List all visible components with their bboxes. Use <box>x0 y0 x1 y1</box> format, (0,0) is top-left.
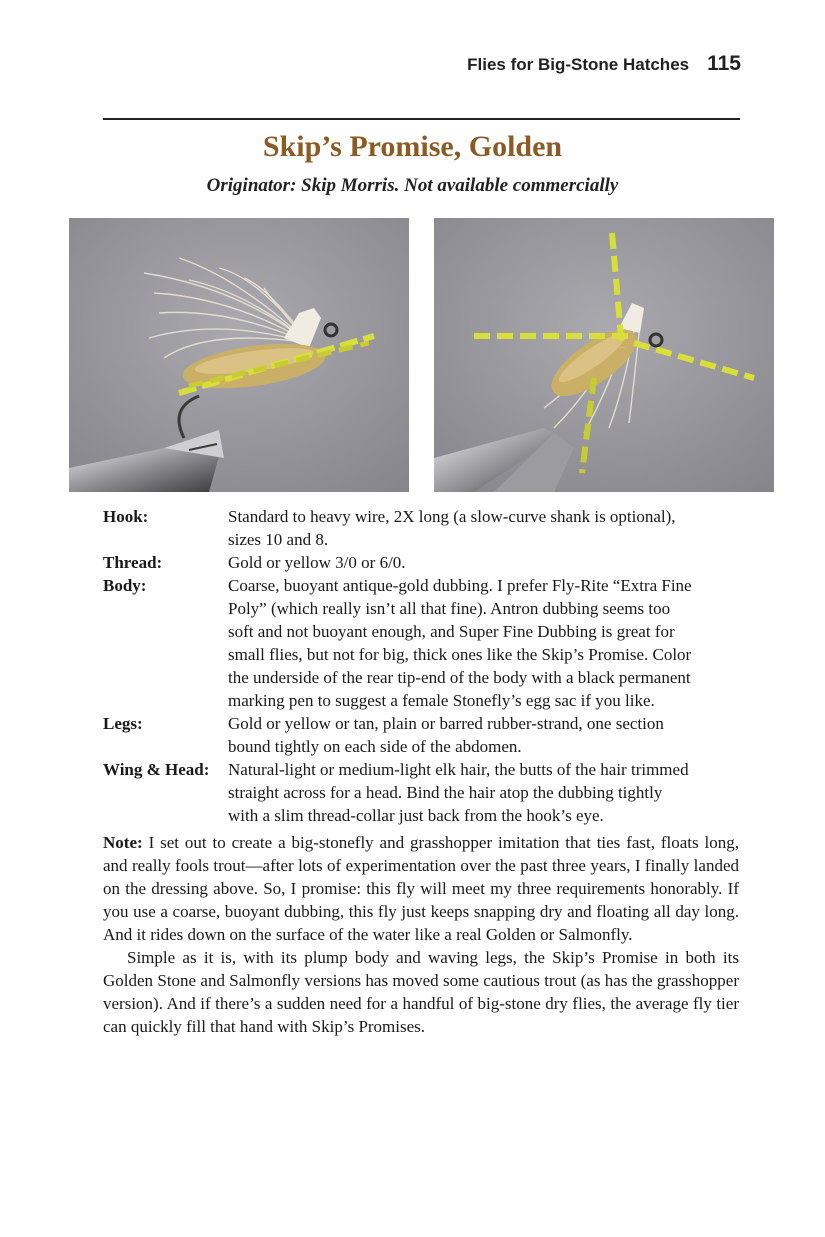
recipe-label: Body: <box>103 576 147 595</box>
running-title: Flies for Big-Stone Hatches <box>467 55 690 74</box>
recipe-label: Hook: <box>103 507 149 526</box>
recipe-line: Gold or yellow 3/0 or 6/0. <box>228 553 406 572</box>
recipe-line: Coarse, buoyant antique-gold dubbing. I prefer Fly-Rite “Extra Fine <box>228 576 692 595</box>
note-paragraph-2: Simple as it is, with its plump body and waving legs, the Skip’s Promise in both its Golden Stone and Salmonfly versions has moved some cautious trout (as has the grasshopper version). And if there’s a sudden need for a handful of big-stone dry flies, the average fly tier can quickly fill that hand with Skip’s Promises. <box>103 948 739 1036</box>
recipe-row-wing-head <box>103 758 743 827</box>
recipe-row-thread <box>103 551 743 574</box>
recipe-line: Natural-light or medium-light elk hair, the butts of the hair trimmed <box>228 760 689 779</box>
recipe-line: bound tightly on each side of the abdomen. <box>228 737 522 756</box>
recipe-line: the underside of the rear tip-end of the body with a black permanent <box>228 668 691 687</box>
recipe-label: Legs: <box>103 714 143 733</box>
recipe-line: Standard to heavy wire, 2X long (a slow-curve shank is optional), <box>228 507 676 526</box>
recipe-line: straight across for a head. Bind the hair atop the dubbing tightly <box>228 783 663 802</box>
recipe-line: sizes 10 and 8. <box>228 530 329 549</box>
fly-photo-angled <box>434 218 774 492</box>
fly-photo-side <box>69 218 409 492</box>
page-title: Skip’s Promise, Golden <box>262 130 563 163</box>
note-paragraph-1 <box>103 831 739 946</box>
recipe-line: small flies, but not for big, thick ones like the Skip’s Promise. Color <box>228 645 692 664</box>
recipe-value <box>228 551 743 574</box>
recipe-line: with a slim thread-collar just back from the hook’s eye. <box>228 806 604 825</box>
running-head <box>467 52 741 76</box>
recipe-row-hook <box>103 505 743 551</box>
recipe-line: Poly” (which really isn’t all that fine). Antron dubbing seems too <box>228 599 671 618</box>
note-section <box>103 831 739 1038</box>
recipe-label: Wing & Head: <box>103 760 210 779</box>
recipe-line: marking pen to suggest a female Stonefly’s egg sac if you like. <box>228 691 655 710</box>
recipe-line: soft and not buoyant enough, and Super Fine Dubbing is great for <box>228 622 675 641</box>
recipe-value <box>228 712 743 758</box>
recipe-value <box>228 505 743 551</box>
page-number: 115 <box>707 52 741 75</box>
subtitle: Originator: Skip Morris. Not available commercially <box>206 175 619 196</box>
header-rule <box>103 118 740 120</box>
recipe-row-body <box>103 574 743 712</box>
recipe-value <box>228 758 743 827</box>
note-label: Note: <box>103 833 143 852</box>
recipe-line: Gold or yellow or tan, plain or barred rubber-strand, one section <box>228 714 664 733</box>
fly-recipe <box>103 505 743 827</box>
recipe-label: Thread: <box>103 553 163 572</box>
note-text-1: I set out to create a big-stonefly and grasshopper imitation that ties fast, floats long, and really fools trout—after lots of experimentation over the past three years, I finally landed on the dressing above. So, I promise: this fly will meet my three requirements honorably. If you use a coarse, buoyant dubbing, this fly just keeps snapping dry and floating all day long. And it rides down on the surface of the water like a real Golden or Salmonfly. <box>103 833 740 944</box>
recipe-row-legs <box>103 712 743 758</box>
recipe-value <box>228 574 743 712</box>
